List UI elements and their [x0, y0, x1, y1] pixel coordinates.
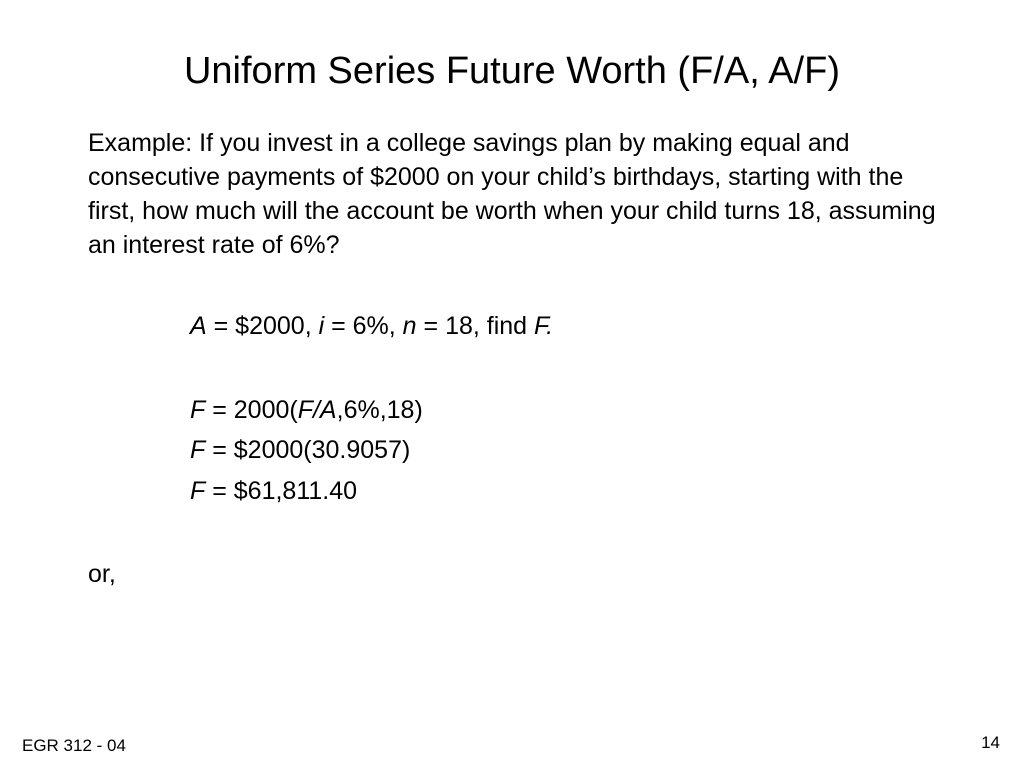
var-i: i	[318, 312, 325, 340]
equation-var: F	[190, 396, 206, 424]
equation-rest: = $2000(30.9057)	[205, 436, 411, 464]
equation-result	[190, 475, 357, 507]
given-values-line	[190, 310, 553, 342]
var-f: F.	[534, 312, 554, 340]
var-n: n	[402, 312, 417, 340]
course-code-footer: EGR 312 - 04	[22, 736, 126, 755]
slide-title: Uniform Series Future Worth (F/A, A/F)	[183, 50, 840, 92]
example-paragraph: Example: If you invest in a college savings plan by making equal and consecutive payments of $2000 on your child’s birthdays, starting with the first, how much will the account be worth when your child turns 18, assuming an interest rate of 6%?	[88, 129, 936, 259]
equation-pre: = 2000(	[205, 396, 298, 424]
a-value: = $2000,	[206, 312, 319, 340]
equation-var: F	[190, 436, 206, 464]
equation-rest: = $61,811.40	[205, 477, 358, 505]
i-value: = 6%,	[324, 312, 403, 340]
n-value: = 18, find	[416, 312, 535, 340]
equation-factor-notation	[190, 394, 423, 426]
equation-factor-value	[190, 434, 410, 466]
equation-factor: F/A	[297, 396, 337, 424]
page-number: 14	[981, 733, 1000, 752]
var-a: A	[190, 312, 207, 340]
equation-var: F	[190, 477, 206, 505]
or-text: or,	[88, 560, 116, 588]
equation-post: ,6%,18)	[336, 396, 423, 424]
